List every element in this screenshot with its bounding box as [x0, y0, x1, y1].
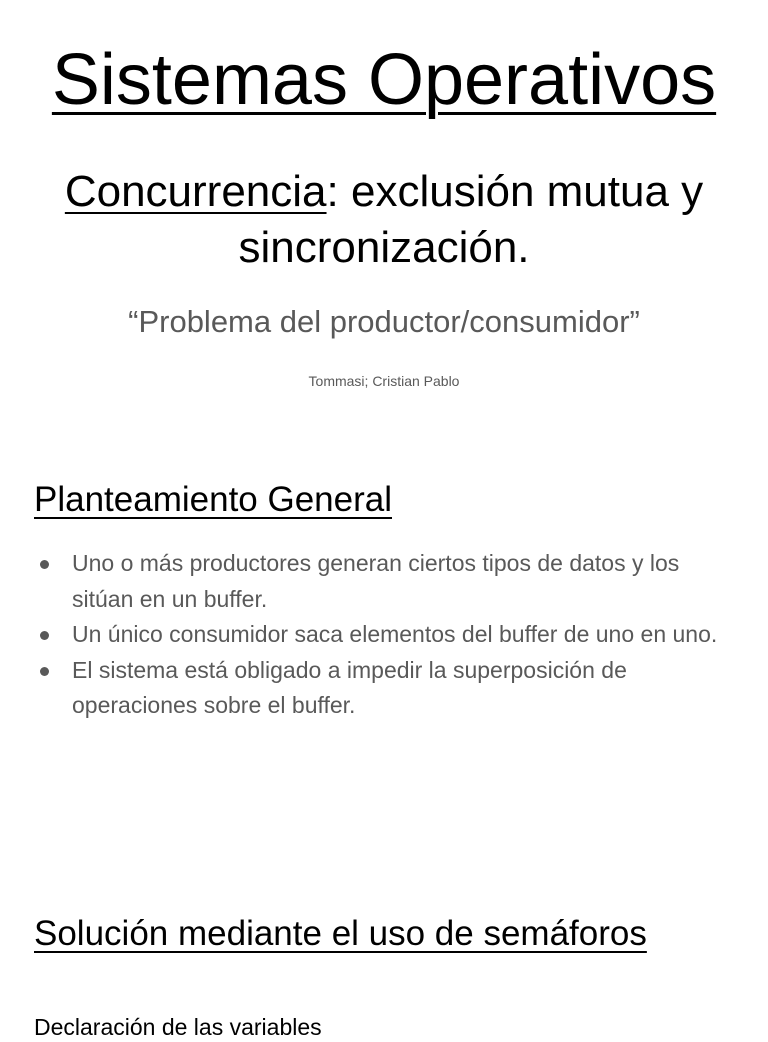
- list-item: [34, 546, 746, 617]
- partial-paragraph: Declaración de las variables: [34, 1014, 322, 1040]
- author-name: Tommasi; Cristian Pablo: [308, 373, 460, 389]
- subtitle-line2: sincronización.: [238, 223, 530, 272]
- list-item: [34, 653, 746, 724]
- list-item-text: Uno o más productores generan ciertos tipos de datos y los sitúan en un buffer.: [72, 550, 680, 612]
- section-heading-planteamiento: Planteamiento General: [34, 480, 392, 519]
- bullet-dot-icon: [40, 560, 49, 569]
- section-heading-solucion: Solución mediante el uso de semáforos: [34, 914, 647, 953]
- list-item-text: El sistema está obligado a impedir la superposición de operaciones sobre el buffer.: [72, 656, 627, 718]
- bullet-dot-icon: [40, 631, 49, 640]
- document-title: Sistemas Operativos: [51, 40, 717, 120]
- problem-quote: “Problema del productor/consumidor”: [128, 304, 640, 339]
- bullet-list: [34, 546, 746, 724]
- document-subtitle: [20, 164, 748, 276]
- subtitle-topic: Concurrencia: [64, 167, 327, 216]
- subtitle-rest: : exclusión mutua y: [326, 167, 704, 216]
- bullet-dot-icon: [40, 667, 49, 676]
- list-item-text: Un único consumidor saca elementos del buffer de uno en uno.: [72, 621, 718, 647]
- list-item: [34, 617, 746, 653]
